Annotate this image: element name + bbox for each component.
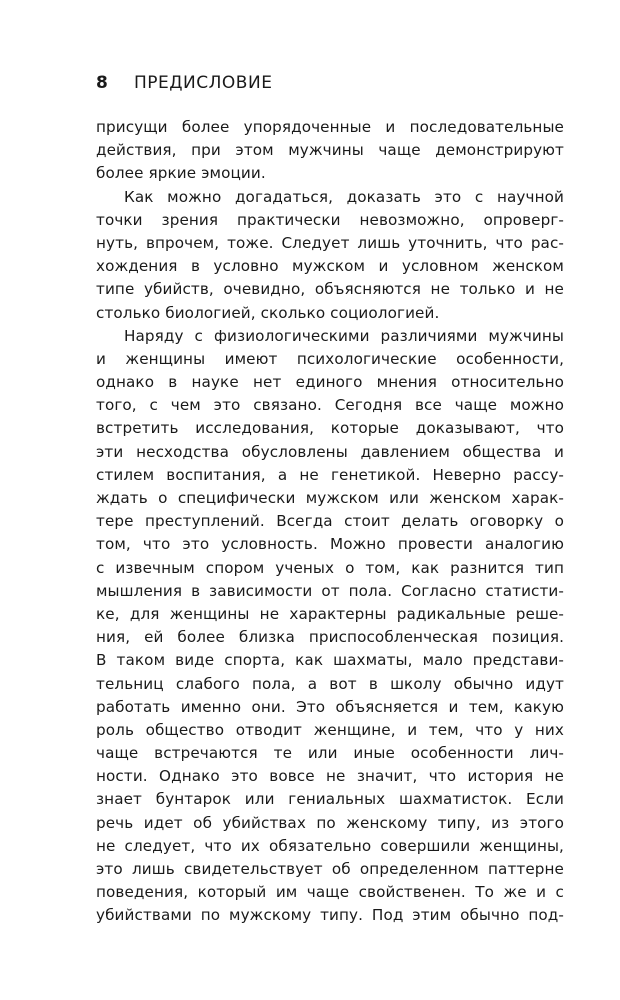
text-line: действия, при этом мужчины чаще демонстрируют <box>96 141 564 160</box>
text-line: В таком виде спорта, как шахматы, мало представи- <box>96 651 564 670</box>
text-line: это лишь свидетельствует об определенном паттерне <box>96 860 564 878</box>
text-line: ждать о специфически мужском или женском харак- <box>96 489 564 507</box>
text-line: знает бунтарок или гениальных шахматисток. Если <box>96 790 564 809</box>
text-line: том, что это условность. Можно провести аналогию <box>96 535 564 554</box>
text-line: однако в науке нет единого мнения относительно <box>96 373 564 392</box>
text-line: тельниц слабого пола, а вот в школу обычно идут <box>96 674 564 693</box>
text-line: не следует, что их обязательно совершили женщины, <box>96 836 564 855</box>
page-number: 8 <box>96 73 108 93</box>
body-text <box>96 116 564 928</box>
text-line: столько биологией, сколько социологией. <box>96 303 440 322</box>
text-line: эти несходства обусловлены давлением общества и <box>96 442 564 461</box>
text-line: поведения, который им чаще свойственен. То же и с <box>96 883 564 902</box>
text-line: речь идет об убийствах по женскому типу, из этого <box>96 813 564 832</box>
text-line: Как можно догадаться, доказать это с научной <box>124 187 564 206</box>
text-line: роль общество отводит женщине, и тем, что у них <box>96 720 564 739</box>
running-head <box>96 70 560 96</box>
text-line: нуть, впрочем, тоже. Следует лишь уточнить, что рас- <box>96 233 564 252</box>
text-line: более яркие эмоции. <box>96 164 266 183</box>
text-line: ке, для женщины не характерны радикальные реше- <box>96 604 564 623</box>
text-line: хождения в условно мужском и условном женском <box>96 257 564 276</box>
text-line: работать именно они. Это объясняется и тем, какую <box>96 697 564 716</box>
text-line: того, с чем это связано. Сегодня все чаще можно <box>96 396 564 415</box>
text-line: ности. Однако это вовсе не значит, что история не <box>96 767 564 786</box>
text-line: типе убийств, очевидно, объясняются не только и не <box>96 280 564 299</box>
section-title: ПРЕДИСЛОВИЕ <box>134 73 273 93</box>
text-line: стилем воспитания, а не генетикой. Неверно рассу- <box>96 465 564 484</box>
text-line: ния, ей более близка приспособленческая позиция. <box>96 628 564 647</box>
text-line: убийствами по мужскому типу. Под этим обычно под- <box>96 906 564 925</box>
text-line: с извечным спором ученых о том, как разнится тип <box>96 558 564 577</box>
text-line: мышления в зависимости от пола. Согласно статисти- <box>96 581 564 600</box>
text-line: присущи более упорядоченные и последовательные <box>96 118 564 136</box>
text-line: точки зрения практически невозможно, опроверг- <box>96 210 564 229</box>
text-line: встретить исследования, которые доказывают, что <box>96 419 564 438</box>
text-line: тере преступлений. Всегда стоит делать оговорку о <box>96 512 564 531</box>
text-line: чаще встречаются те или иные особенности лич- <box>96 744 564 763</box>
text-line: и женщины имеют психологические особенности, <box>96 349 564 368</box>
text-line: Наряду с физиологическими различиями мужчины <box>124 326 564 345</box>
